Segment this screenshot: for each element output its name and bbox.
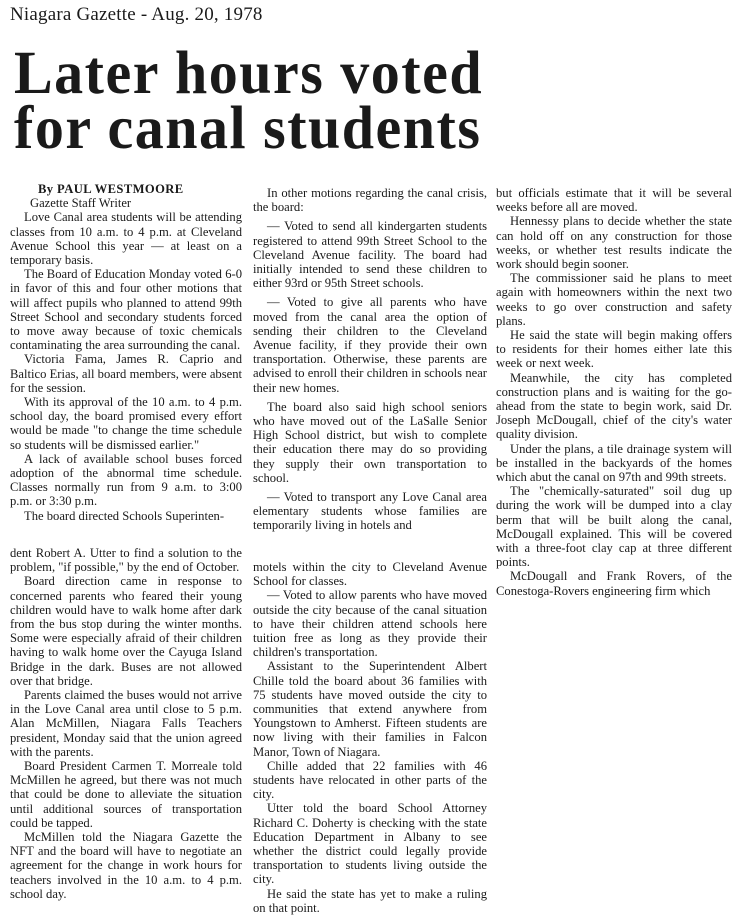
paragraph: Utter told the board School Attorney Richard C. Doherty is checking with the state Education Department in Albany to see whether the district could legally provide transportation to students living outside the city. — [253, 801, 487, 887]
paragraph: — Voted to give all parents who have moved from the canal area the option of sending their children to the Cleveland Avenue facility, if they provide their own transportation. Otherwise, these parents are advised to enroll their children in schools near their new homes. — [253, 295, 487, 395]
byline-name: By PAUL WESTMOORE — [38, 182, 184, 196]
paragraph: The "chemically-saturated" soil dug up during the work will be dumped into a clay berm that will be built along the canal, McDougall explained. This will be covered with a three-foot clay cap at three different points. — [496, 484, 732, 570]
byline-title: Gazette Staff Writer — [30, 196, 132, 211]
paragraph: Board President Carmen T. Morreale told McMillen he agreed, but there was not much that could be done to alleviate the situation until additional sources of transportation could be tapped. — [10, 759, 242, 830]
headline-line-1: Later hours voted — [14, 38, 484, 107]
paragraph: — Voted to transport any Love Canal area elementary students whose families are temporarily living in hotels and — [253, 490, 487, 533]
paragraph: motels within the city to Cleveland Avenue School for classes. — [253, 560, 487, 589]
headline-line-2: for canal students — [14, 93, 482, 162]
paragraph: Under the plans, a tile drainage system will be installed in the backyards of the homes which abut the canal on 97th and 99th streets. — [496, 441, 732, 485]
paragraph: McMillen told the Niagara Gazette the NFT and the board will have to negotiate an agreement for the change in work hours for teachers involved in the 10 a.m. to 4 p.m. school day. — [10, 830, 242, 901]
paragraph: Meanwhile, the city has completed construction plans and is waiting for the go-ahead from the state to begin work, said Dr. Joseph McDougall, chief of the city's water quality division. — [496, 370, 732, 442]
paragraph: With its approval of the 10 a.m. to 4 p.m. school day, the board promised every effort would be made "to change the time schedule so students will be dismissed earlier." — [10, 395, 242, 452]
paragraph: Assistant to the Superintendent Albert Chille told the board about 36 families with 75 students have moved outside the city to communities that extend anywhere from Youngstown to Amherst. Fifteen students are now living with their families in Falcon Manor, Town of Niagara. — [253, 659, 487, 759]
paragraph: He said the state will begin making offers to residents for their homes either late this week or next week. — [496, 328, 732, 371]
paragraph: Parents claimed the buses would not arrive in the Love Canal area until close to 5 p.m. Alan McMillen, Niagara Falls Teachers president, Monday said that the union agreed with the parents. — [10, 688, 242, 759]
article-column-2-continued — [253, 560, 487, 915]
paragraph: — Voted to allow parents who have moved outside the city because of the canal situation to have their children attend schools here tuition free as long as they provide their children's transportation. — [253, 588, 487, 660]
paragraph: He said the state has yet to make a ruling on that point. — [253, 886, 487, 915]
paragraph: The Board of Education Monday voted 6-0 in favor of this and four other motions that will affect pupils who planned to attend 99th Street School and secondary students forced to move away because of toxic chemicals contaminating the area surrounding the canal. — [10, 267, 242, 353]
paragraph: Love Canal area students will be attending classes from 10 a.m. to 4 p.m. at Cleveland Avenue School this year — at least on a temporary basis. — [10, 210, 242, 268]
paragraph: dent Robert A. Utter to find a solution to the problem, "if possible," by the end of October. — [10, 546, 242, 575]
paragraph: The board directed Schools Superinten- — [24, 508, 225, 523]
paragraph: Hennessy plans to decide whether the state can hold off on any construction for those weeks, or whether test results indicate the work should begin sooner. — [496, 214, 732, 272]
paragraph: Chille added that 22 families with 46 students have relocated in other parts of the city. — [253, 758, 487, 802]
paragraph: — Voted to send all kindergarten students registered to attend 99th Street School to the Cleveland Avenue facility. The board had initially intended to send these children to either 93rd or 95th Street schools. — [253, 219, 487, 291]
paragraph: The commissioner said he plans to meet again with homeowners within the next two weeks to go over construction and safety plans. — [496, 271, 732, 328]
paragraph: Board direction came in response to concerned parents who feared their young children would have to walk home after dark from the bus stop during the winter months. Some were especially afraid of their children having to walk home over the Cayuga Island Bridge in the dark. Buses are not allowed over that bridge. — [10, 574, 242, 688]
paragraph: In other motions regarding the canal crisis, the board: — [253, 186, 487, 215]
paragraph: McDougall and Frank Rovers, of the Conestoga-Rovers engineering firm which — [496, 569, 732, 598]
paragraph: A lack of available school buses forced adoption of the abnormal time schedule. Classes normally run from 9 a.m. to 3:00 p.m. or 3:30 p.m. — [10, 451, 242, 509]
dateline: Niagara Gazette - Aug. 20, 1978 — [10, 4, 263, 25]
paragraph: The board also said high school seniors who have moved out of the LaSalle Senior High School district, but wish to complete their education there may do so providing they supply their own transportation to school. — [253, 399, 487, 485]
headline — [14, 38, 734, 162]
article-column-1 — [10, 182, 242, 523]
article-column-2 — [253, 186, 487, 533]
paragraph: but officials estimate that it will be several weeks before all are moved. — [496, 186, 732, 215]
article-column-3 — [496, 186, 732, 598]
paragraph: Victoria Fama, James R. Caprio and Baltico Erias, all board members, were absent for the session. — [10, 352, 242, 395]
article-column-1-continued — [10, 546, 242, 901]
